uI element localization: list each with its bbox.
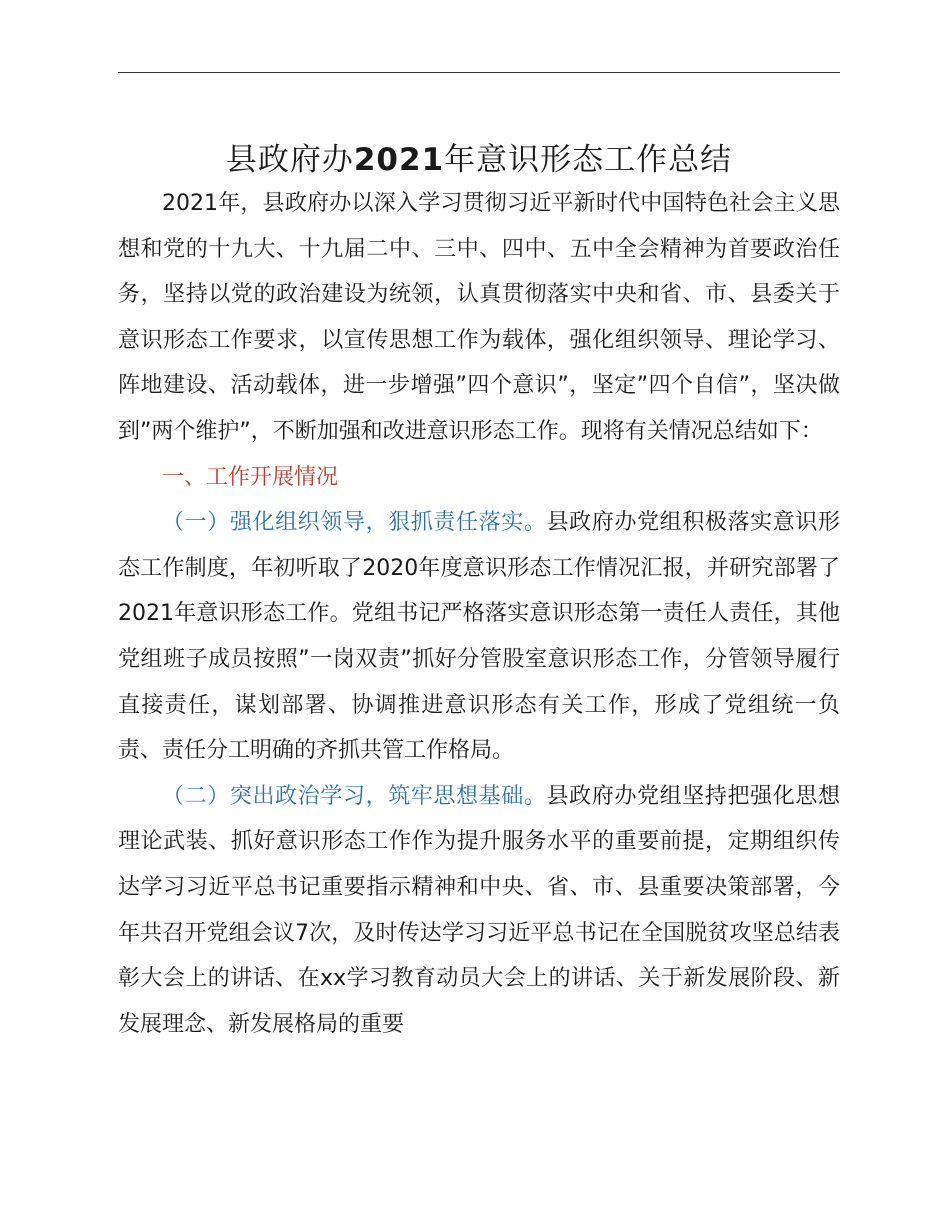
item-body-2: 县政府办党组坚持把强化思想理论武装、抓好意识形态工作作为提升服务水平的重要前提，定期组织传达学习习近平总书记重要指示精神和中央、省、市、县重要决策部署，今年共召开党组会议7次，及时传达学习习近平总书记在全国脱贫攻坚总结表彰大会上的讲话、在xx学习教育动员大会上的讲话、关于新发展阶段、新发展理念、新发展格局的重要	[118, 783, 840, 1037]
document-body	[118, 181, 840, 1047]
item-paragraph-1	[118, 500, 840, 774]
item-paragraph-2	[118, 774, 840, 1048]
title-year: 2021	[353, 142, 445, 178]
title-prefix: 县政府办	[225, 142, 354, 178]
title-suffix: 年意识形态工作总结	[444, 142, 733, 178]
item-body-1: 县政府办党组积极落实意识形态工作制度，年初听取了2020年度意识形态工作情况汇报，并研究部署了2021年意识形态工作。党组书记严格落实意识形态第一责任人责任，其他党组班子成员按照”一岗双责”抓好分管股室意识形态工作，分管领导履行直接责任，谋划部署、协调推进意识形态有关工作，形成了党组统一负责、责任分工明确的齐抓共管工作格局。	[118, 510, 840, 764]
header-rule	[118, 72, 840, 73]
item-heading-2: （二）突出政治学习，筑牢思想基础。	[162, 783, 547, 809]
section-heading: 一、工作开展情况	[162, 464, 339, 490]
item-heading-1: （一）强化组织领导，狠抓责任落实。	[162, 510, 547, 536]
intro-paragraph: 2021年，县政府办以深入学习贯彻习近平新时代中国特色社会主义思想和党的十九大、十九届二中、三中、四中、五中全会精神为首要政治任务，坚持以党的政治建设为统领，认真贯彻落实中央和省、市、县委关于意识形态工作要求，以宣传思想工作为载体，强化组织领导、理论学习、阵地建设、活动载体，进一步增强”四个意识”，坚定”四个自信”，坚决做到”两个维护”，不断加强和改进意识形态工作。现将有关情况总结如下：	[118, 191, 840, 444]
document-title	[118, 138, 840, 182]
